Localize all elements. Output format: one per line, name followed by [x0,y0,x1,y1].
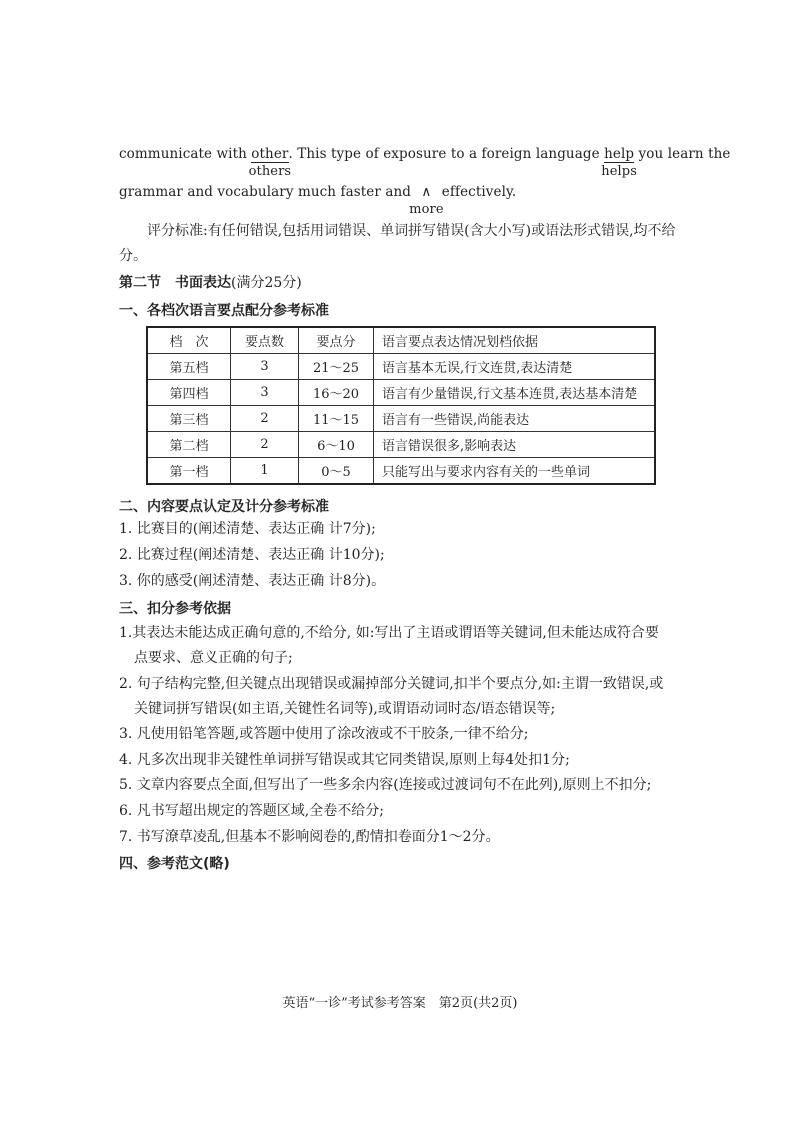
part4-heading: 四、参考范文(略) [119,856,230,872]
table-cell: 1 [231,458,299,485]
list-item: 5. 文章内容要点全面,但写出了一些多余内容(连接或过渡词句不在此列),原则上不扣分; [119,777,652,793]
table-cell: 0～5 [299,458,374,485]
correction-text: you learn the [634,146,731,162]
table-header: 要点数 [231,327,299,354]
table-header: 语言要点表达情况划档依据 [374,327,656,354]
list-item: 3. 凡使用铅笔答题,或答题中使用了涂改液或不干胶条,一律不给分; [119,726,529,742]
table-row [147,380,655,406]
table-cell: 第五档 [147,354,231,380]
correction-mark [601,146,637,179]
list-item: 1. 比赛目的(阐述清楚、表达正确 计7分); [119,521,376,537]
wrong-word: help [604,146,635,162]
table-cell: 2 [231,406,299,432]
wrong-word: other [251,146,289,162]
correction-line-2 [119,184,517,217]
table-cell: 21～25 [299,354,374,380]
correction-text: communicate with [119,146,252,162]
table-cell: 语言错误很多,影响表达 [374,432,656,458]
list-item: 7. 书写潦草凌乱,但基本不影响阅卷的,酌情扣卷面分1～2分。 [119,829,500,845]
table-cell: 第四档 [147,380,231,406]
table-row [147,406,655,432]
table-cell: 第一档 [147,458,231,485]
part2-heading: 二、内容要点认定及计分参考标准 [119,499,329,515]
part1-heading: 一、各档次语言要点配分参考标准 [119,303,329,319]
page-footer: 英语“一诊”考试参考答案 第2页(共2页) [282,996,518,1011]
table-cell: 2 [231,432,299,458]
correction-line-1 [119,146,731,179]
insertion-mark [409,184,444,217]
list-item: 2. 比赛过程(阐述清楚、表达正确 计10分); [119,547,385,563]
table-cell: 第二档 [147,432,231,458]
correction-text: effectively. [437,184,517,200]
table-row [147,458,655,485]
table-cell: 只能写出与要求内容有关的一些单词 [374,458,656,485]
correction-text: . This type of exposure to a foreign language [288,146,605,162]
correction-text: grammar and vocabulary much faster and [119,184,416,200]
table-header: 档 次 [147,327,231,354]
inserted-word: more [409,202,444,217]
table-row [147,354,655,380]
list-item: 3. 你的感受(阐述清楚、表达正确 计8分)。 [119,573,386,589]
table-cell: 语言有少量错误,行文基本连贯,表达基本清楚 [374,380,656,406]
table-cell: 语言基本无误,行文连贯,表达清楚 [374,354,656,380]
corrected-word: others [248,164,292,179]
list-item: 2. 句子结构完整,但关键点出现错误或漏掉部分关键词,扣半个要点分,如:主谓一致错误,或 关键词拼写错误(如主语,关键性名词等),或谓语动词时态/语态错误等; [119,676,664,717]
table-cell: 6～10 [299,432,374,458]
list-item: 6. 凡书写超出规定的答题区域,全卷不给分; [119,803,384,819]
table-cell: 11～15 [299,406,374,432]
insertion-caret: ∧ [421,184,432,200]
corrected-word: helps [601,164,637,179]
list-item: 4. 凡多次出现非关键性单词拼写错误或其它同类错误,原则上每4处扣1分; [119,752,570,768]
table-cell: 第三档 [147,406,231,432]
table-header-row [147,327,655,354]
table-cell: 3 [231,354,299,380]
table-cell: 3 [231,380,299,406]
grade-table [146,326,656,485]
correction-mark [248,146,292,179]
table-row [147,432,655,458]
section-heading: 第二节 书面表达(满分25分) [119,275,302,291]
list-item: 1.其表达未能达成正确句意的,不给分, 如:写出了主语或谓语等关键词,但未能达成符合要 点要求、意义正确的句子; [119,625,659,666]
table-cell: 16～20 [299,380,374,406]
scoring-note: 评分标准:有任何错误,包括用词错误、单词拼写错误(含大小写)或语法形式错误,均不给分。 [119,223,676,264]
part3-heading: 三、扣分参考依据 [119,601,231,617]
table-cell: 语言有一些错误,尚能表达 [374,406,656,432]
table-header: 要点分 [299,327,374,354]
